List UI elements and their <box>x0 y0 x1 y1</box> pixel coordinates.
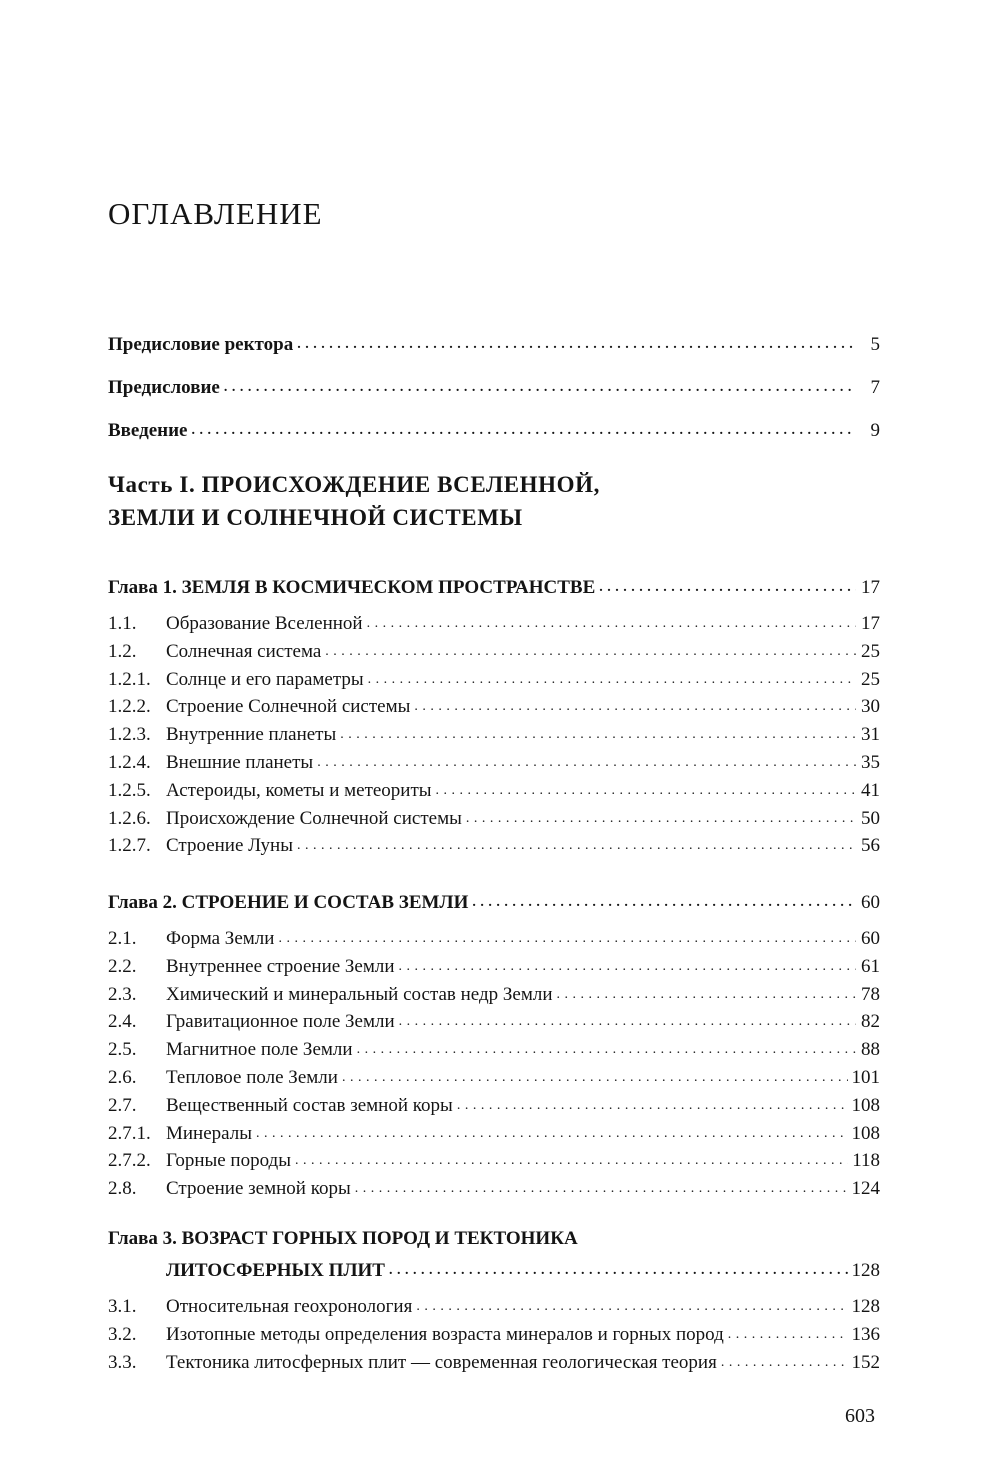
leader-dots <box>466 808 856 828</box>
toc-page-number: 88 <box>861 1039 880 1061</box>
toc-entry <box>108 1003 880 1031</box>
chapter-heading-3-line1: Глава 3. ВОЗРАСТ ГОРНЫХ ПОРОД И ТЕКТОНИКА <box>108 1228 578 1249</box>
toc-page-number: 61 <box>861 955 880 977</box>
toc-page-number: 136 <box>851 1324 880 1345</box>
toc-page-number: 30 <box>861 696 880 718</box>
toc-entry <box>108 1031 880 1059</box>
toc-entry-text: Изотопные методы определения возраста минералов и горных пород <box>166 1324 724 1345</box>
leader-dots <box>416 1296 847 1316</box>
toc-page-number: 124 <box>851 1178 880 1200</box>
toc-entry-text: Вещественный состав земной коры <box>166 1094 453 1116</box>
toc-entry <box>108 744 880 772</box>
toc-entry <box>108 800 880 828</box>
toc-entry-number: 1.2.4. <box>108 752 151 773</box>
toc-page-number: 41 <box>861 779 880 801</box>
toc-page-number: 9 <box>870 420 880 441</box>
toc-page-number: 7 <box>870 377 880 398</box>
leader-dots <box>357 1039 856 1059</box>
toc-entry <box>108 1344 880 1372</box>
toc-entry-text: Строение Луны <box>166 835 293 857</box>
toc-entry-text: Тектоника литосферных плит — современная геологическая теория <box>166 1352 717 1373</box>
leader-dots <box>340 724 856 744</box>
toc-entry-number: 3.3. <box>108 1352 137 1373</box>
toc-entry-text: Астероиды, кометы и метеориты <box>166 779 432 801</box>
toc-entry-text: Солнце и его параметры <box>166 668 364 690</box>
toc-entry-introduction <box>108 412 880 440</box>
toc-page-number: 101 <box>851 1067 880 1088</box>
leader-dots <box>399 1011 856 1031</box>
toc-entry-text: Форма Земли <box>166 928 275 949</box>
toc-entry <box>108 688 880 716</box>
toc-entry <box>108 1142 880 1170</box>
toc-page-number: 17 <box>861 577 880 598</box>
part-heading-line2: ЗЕМЛИ И СОЛНЕЧНОЙ СИСТЕМЫ <box>108 505 523 530</box>
leader-dots <box>367 613 856 633</box>
toc-entry-number: 1.2.2. <box>108 696 151 718</box>
toc-entry-number: 2.4. <box>108 1011 137 1033</box>
leader-dots <box>557 984 856 1004</box>
toc-page-number: 50 <box>861 807 880 829</box>
toc-entry <box>108 772 880 800</box>
toc-entry-text: Предисловие <box>108 377 220 398</box>
leader-dots <box>728 1324 848 1344</box>
toc-page-number: 60 <box>861 928 880 949</box>
toc-entry <box>108 976 880 1004</box>
leader-dots <box>297 334 856 354</box>
toc-entry-text: Строение земной коры <box>166 1178 351 1200</box>
leader-dots <box>355 1178 848 1198</box>
chapter-heading-3-line2 <box>166 1252 880 1280</box>
toc-entry-text: Тепловое поле Земли <box>166 1067 338 1088</box>
toc-entry-text: Предисловие ректора <box>108 334 294 355</box>
toc-entry-text: Минералы <box>166 1122 253 1144</box>
toc-entry <box>108 1059 880 1087</box>
toc-entry <box>108 716 880 744</box>
toc-page-number: 35 <box>861 752 880 773</box>
toc-page-number: 128 <box>851 1260 880 1281</box>
toc-page-number: 25 <box>861 668 880 690</box>
toc-entry-number: 2.1. <box>108 928 137 949</box>
toc-entry-text: Горные породы <box>166 1150 291 1172</box>
toc-entry-text: Химический и минеральный состав недр Земли <box>166 983 553 1005</box>
toc-entry <box>108 661 880 689</box>
toc-page-number: 31 <box>861 724 880 746</box>
leader-dots <box>256 1123 847 1143</box>
toc-entry-number: 1.2.5. <box>108 779 151 801</box>
leader-dots <box>317 752 856 772</box>
chapter-heading-1 <box>108 569 880 597</box>
toc-entry <box>108 948 880 976</box>
toc-entry-text: Строение Солнечной системы <box>166 696 411 718</box>
toc-page-number: 25 <box>861 640 880 662</box>
chapter-title: Глава 2. СТРОЕНИЕ И СОСТАВ ЗЕМЛИ <box>108 892 469 913</box>
leader-dots <box>436 780 856 800</box>
leader-dots <box>325 641 856 661</box>
toc-entry-number: 2.8. <box>108 1178 137 1200</box>
toc-entry-number: 2.6. <box>108 1067 137 1088</box>
toc-entry <box>108 920 880 948</box>
toc-entry-number: 2.7. <box>108 1094 137 1116</box>
toc-page-number: 108 <box>851 1094 880 1116</box>
leader-dots <box>472 892 856 912</box>
leader-dots <box>721 1352 848 1372</box>
toc-entry-number: 1.2. <box>108 640 137 662</box>
page-number: 603 <box>845 1405 875 1427</box>
toc-entry-number: 2.7.1. <box>108 1122 151 1144</box>
page-title: ОГЛАВЛЕНИЕ <box>108 196 323 231</box>
toc-page-number: 128 <box>851 1296 880 1317</box>
toc-entry-number: 2.7.2. <box>108 1150 151 1172</box>
leader-dots <box>342 1067 848 1087</box>
toc-entry-number: 1.2.1. <box>108 668 151 690</box>
leader-dots <box>295 1150 848 1170</box>
toc-page-number: 17 <box>861 613 880 634</box>
leader-dots <box>399 956 856 976</box>
leader-dots <box>224 377 856 397</box>
leader-dots <box>297 835 856 855</box>
toc-page-number: 118 <box>852 1150 880 1172</box>
toc-entry <box>108 633 880 661</box>
toc-entry-number: 2.5. <box>108 1039 137 1061</box>
toc-entry <box>108 1316 880 1344</box>
toc-entry-text: Образование Вселенной <box>166 613 363 634</box>
toc-page-number: 60 <box>861 892 880 913</box>
toc-page-number: 152 <box>851 1352 880 1373</box>
toc-entry-text: Происхождение Солнечной системы <box>166 807 462 829</box>
leader-dots <box>457 1095 848 1115</box>
toc-entry <box>108 605 880 633</box>
toc-entry <box>108 827 880 855</box>
toc-entry-number: 3.1. <box>108 1296 137 1317</box>
toc-entry <box>108 1087 880 1115</box>
leader-dots <box>368 669 856 689</box>
toc-entry-rector-preface <box>108 326 880 354</box>
part-heading-line1: Часть I. ПРОИСХОЖДЕНИЕ ВСЕЛЕННОЙ, <box>108 472 600 497</box>
toc-entry-number: 3.2. <box>108 1324 137 1345</box>
toc-entry <box>108 1288 880 1316</box>
toc-entry-text: Солнечная система <box>166 640 322 662</box>
toc-entry-text: Магнитное поле Земли <box>166 1039 353 1061</box>
toc-page-number: 78 <box>861 983 880 1005</box>
chapter-title: ЛИТОСФЕРНЫХ ПЛИТ <box>166 1260 385 1281</box>
chapter-title: Глава 1. ЗЕМЛЯ В КОСМИЧЕСКОМ ПРОСТРАНСТВЕ <box>108 577 596 598</box>
toc-entry-preface <box>108 369 880 397</box>
toc-entry-number: 1.2.6. <box>108 807 151 829</box>
leader-dots <box>599 577 856 597</box>
leader-dots <box>278 928 856 948</box>
toc-page-number: 108 <box>851 1122 880 1144</box>
toc-page-number: 82 <box>861 1011 880 1033</box>
toc-entry-number: 2.3. <box>108 983 137 1005</box>
chapter-heading-2 <box>108 884 880 912</box>
leader-dots <box>414 696 856 716</box>
toc-entry-number: 2.2. <box>108 955 137 977</box>
toc-entry-text: Внешние планеты <box>166 752 314 773</box>
toc-entry-text: Относительная геохронология <box>166 1296 413 1317</box>
toc-entry-number: 1.2.7. <box>108 835 151 857</box>
leader-dots <box>389 1260 848 1280</box>
toc-entry <box>108 1170 880 1198</box>
toc-page-number: 5 <box>870 334 880 355</box>
toc-entry-text: Гравитационное поле Земли <box>166 1011 395 1033</box>
toc-entry <box>108 1115 880 1143</box>
toc-page-number: 56 <box>861 835 880 857</box>
toc-entry-text: Внутреннее строение Земли <box>166 955 395 977</box>
leader-dots <box>192 420 857 440</box>
toc-entry-text: Внутренние планеты <box>166 724 337 746</box>
toc-entry-number: 1.2.3. <box>108 724 151 746</box>
toc-entry-number: 1.1. <box>108 613 137 634</box>
toc-entry-text: Введение <box>108 420 188 441</box>
